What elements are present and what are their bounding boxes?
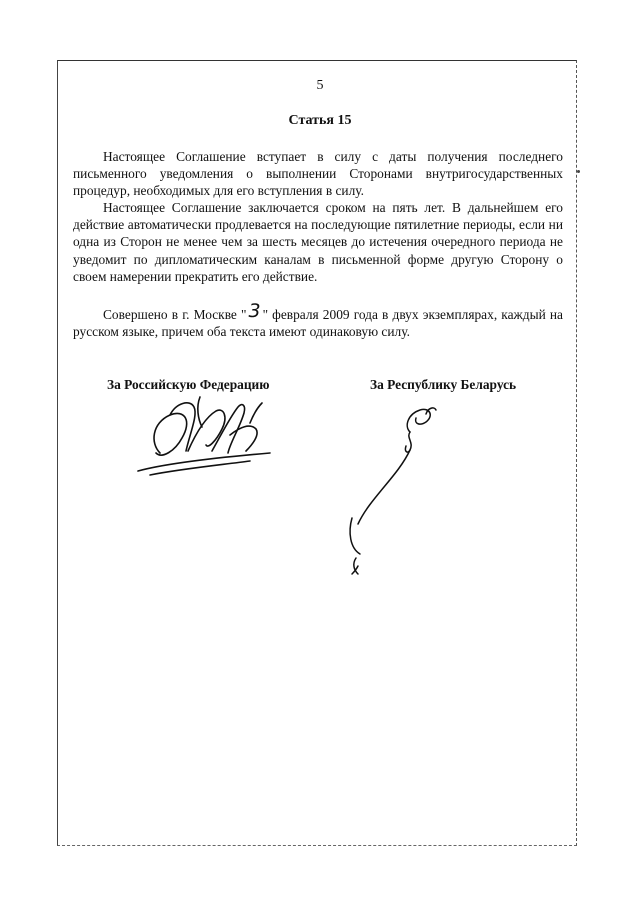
paragraph-text: Настоящее Соглашение вступает в силу с даты получения последнего письменного уведомления о выполнении Сторонами внутригосударственных процедур, необходимых для его вступления в силу. bbox=[73, 149, 563, 199]
page-number: 5 bbox=[316, 78, 324, 93]
paragraph-text: Настоящее Соглашение заключается сроком на пять лет. В дальнейшем его действие автоматически продлевается на последующие пятилетние периоды, если ни одна из Сторон не менее чем за шесть месяцев до истечения очередного периода не уведомит по дипломатическим каналам в письменной форме другую Сторону о своем намерении прекратить его действие. bbox=[73, 200, 563, 284]
handwritten-date-day: 3 bbox=[248, 300, 261, 322]
signatory-label-belarus: За Республику Беларусь bbox=[370, 377, 517, 392]
signatory-label-russia: За Российскую Федерацию bbox=[107, 377, 270, 392]
paragraph-term bbox=[73, 199, 563, 285]
article-title: Статья 15 bbox=[288, 113, 352, 128]
signature-belarus bbox=[330, 398, 450, 588]
scan-dot bbox=[577, 170, 580, 173]
closing-before-date: Совершено в г. Москве " bbox=[103, 307, 247, 322]
paragraph-entry-into-force bbox=[73, 148, 563, 200]
paragraph-closing bbox=[73, 300, 563, 340]
closing-after-date: " февраля 2009 года в двух экземплярах, каждый на русском языке, причем оба текста имеют одинаковую силу. bbox=[73, 307, 563, 340]
signature-russia bbox=[130, 393, 280, 483]
